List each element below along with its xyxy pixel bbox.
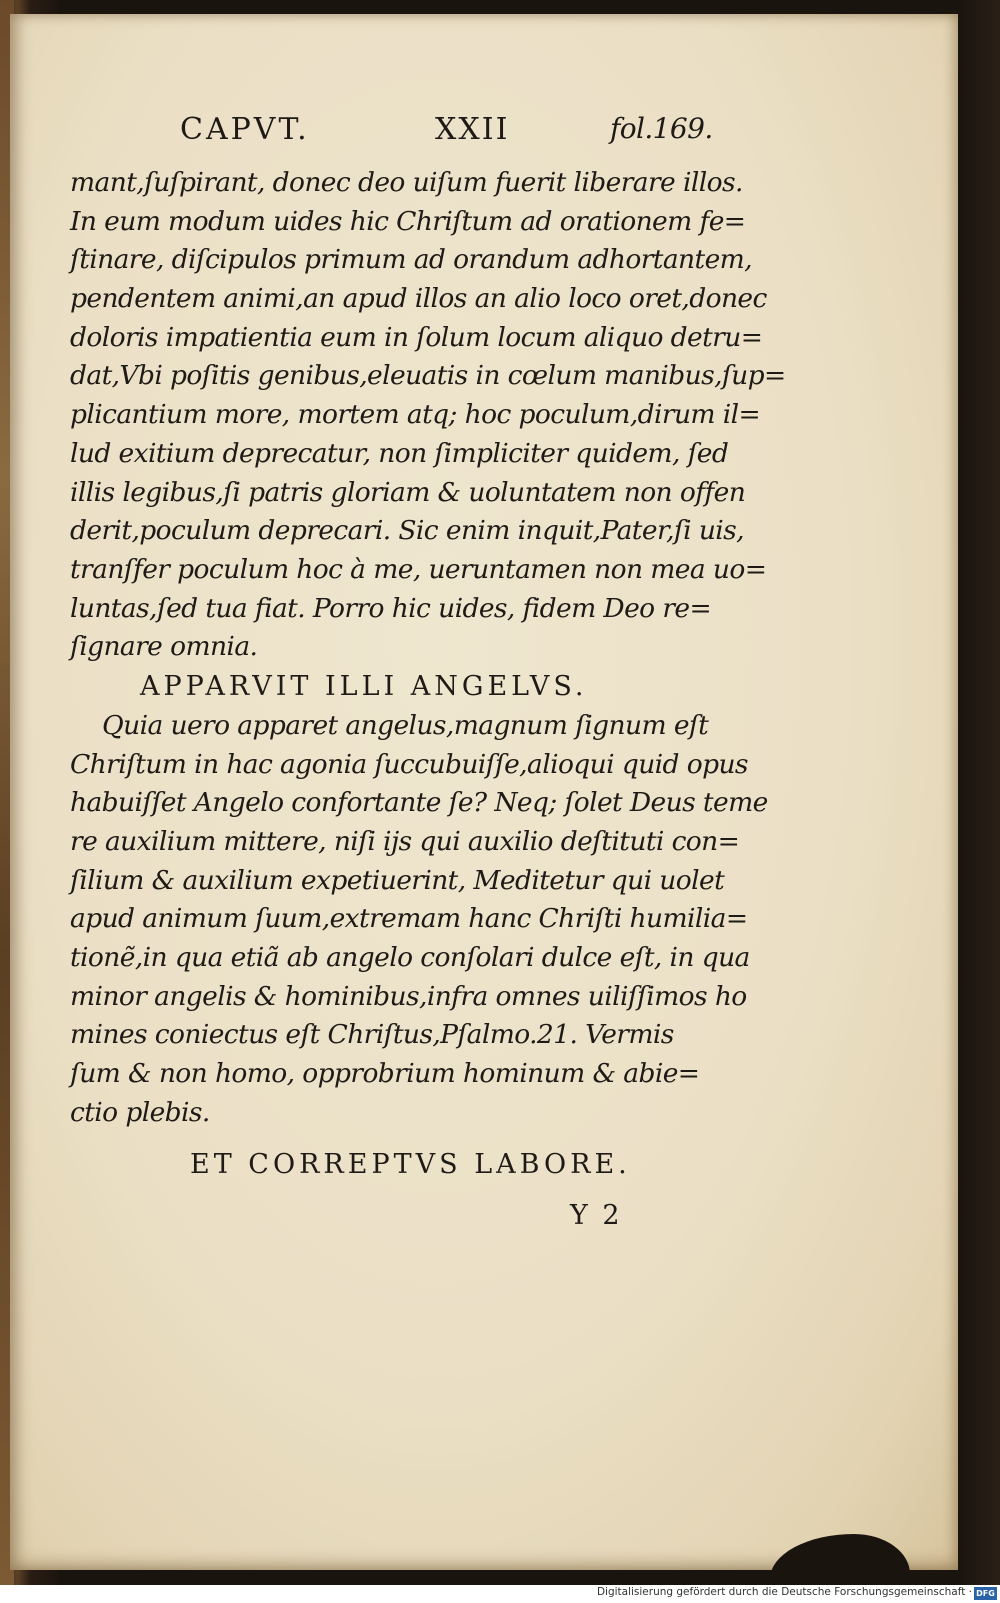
text-line: illis legibus,ſi patris gloriam & uoluntatem non offen [70, 476, 746, 508]
signature-mark: Y 2 [570, 1200, 623, 1231]
torn-corner [770, 1534, 910, 1584]
text-line: apud animum ſuum,extremam hanc Chriſti humilia= [70, 903, 748, 935]
text-line: mant,ſuſpirant, donec deo uiſum fuerit liberare illos. [70, 167, 743, 198]
paragraph-1 [70, 164, 786, 667]
digitization-footer [0, 1585, 1000, 1603]
page-text [70, 112, 786, 1185]
text-line: dat,Vbi poſitis genibus,eleuatis in cœlum manibus,ſup= [70, 360, 786, 392]
text-line: minor angelis & hominibus,infra omnes uiliſſimos ho [70, 980, 747, 1012]
text-line: tranſfer poculum hoc à me, ueruntamen non mea uo= [70, 553, 767, 585]
paragraph-2 [70, 707, 768, 1133]
text-line: In eum modum uides hic Chriſtum ad orationem fe= [70, 205, 746, 237]
section-heading-apparuit: APPARVIT ILLI ANGELVS. [140, 670, 588, 702]
text-line: luntas,ſed tua fiat. Porro hic uides, fidem Deo re= [70, 592, 712, 624]
text-line: derit,poculum deprecari. Sic enim inquit,Pater,ſi uis, [70, 515, 744, 547]
text-line: tionẽ,in qua etiã ab angelo conſolari dulce eſt, in qua [70, 942, 750, 974]
header-chapter-number: XXII [435, 112, 510, 147]
text-line: ctio plebis. [70, 1096, 210, 1128]
folio-number: fol.169. [610, 112, 713, 145]
text-line: mines coniectus eſt Chriſtus,Pſalmo.21. Vermis [70, 1019, 674, 1051]
text-line: lud exitium deprecatur, non ſimpliciter quidem, ſed [70, 437, 729, 469]
text-line: habuiſſet Angelo confortante ſe? Neq; ſolet Deus teme [70, 787, 768, 819]
text-line: plicantium more, mortem atq; hoc poculum,dirum il= [70, 399, 761, 431]
text-line: ſum & non homo, opprobrium hominum & abie= [70, 1058, 700, 1090]
running-header [70, 112, 720, 164]
catchword-heading: ET CORREPTVS LABORE. [190, 1148, 631, 1180]
text-line: doloris impatientia eum in ſolum locum aliquo detru= [70, 321, 763, 353]
dfg-logo-icon: DFG [974, 1587, 997, 1600]
text-line: ſignare omnia. [70, 631, 258, 663]
text-line: Quia uero apparet angelus,magnum ſignum eſt [102, 709, 709, 741]
text-line: ſtinare, diſcipulos primum ad orandum adhortantem, [70, 244, 753, 276]
text-line: pendentem animi,an apud illos an alio loco oret,donec [70, 283, 767, 315]
text-line: ſilium & auxilium expetiuerint, Meditetur qui uolet [70, 864, 725, 896]
header-caput: CAPVT. [180, 112, 310, 147]
footer-credit: Digitalisierung gefördert durch die Deutsche Forschungsgemeinschaft · [596, 1586, 972, 1598]
text-line: re auxilium mittere, niſi ijs qui auxilio deſtituti con= [70, 826, 740, 857]
text-line: Chriſtum in hac agonia ſuccubuiſſe,alioqui quid opus [70, 748, 748, 780]
